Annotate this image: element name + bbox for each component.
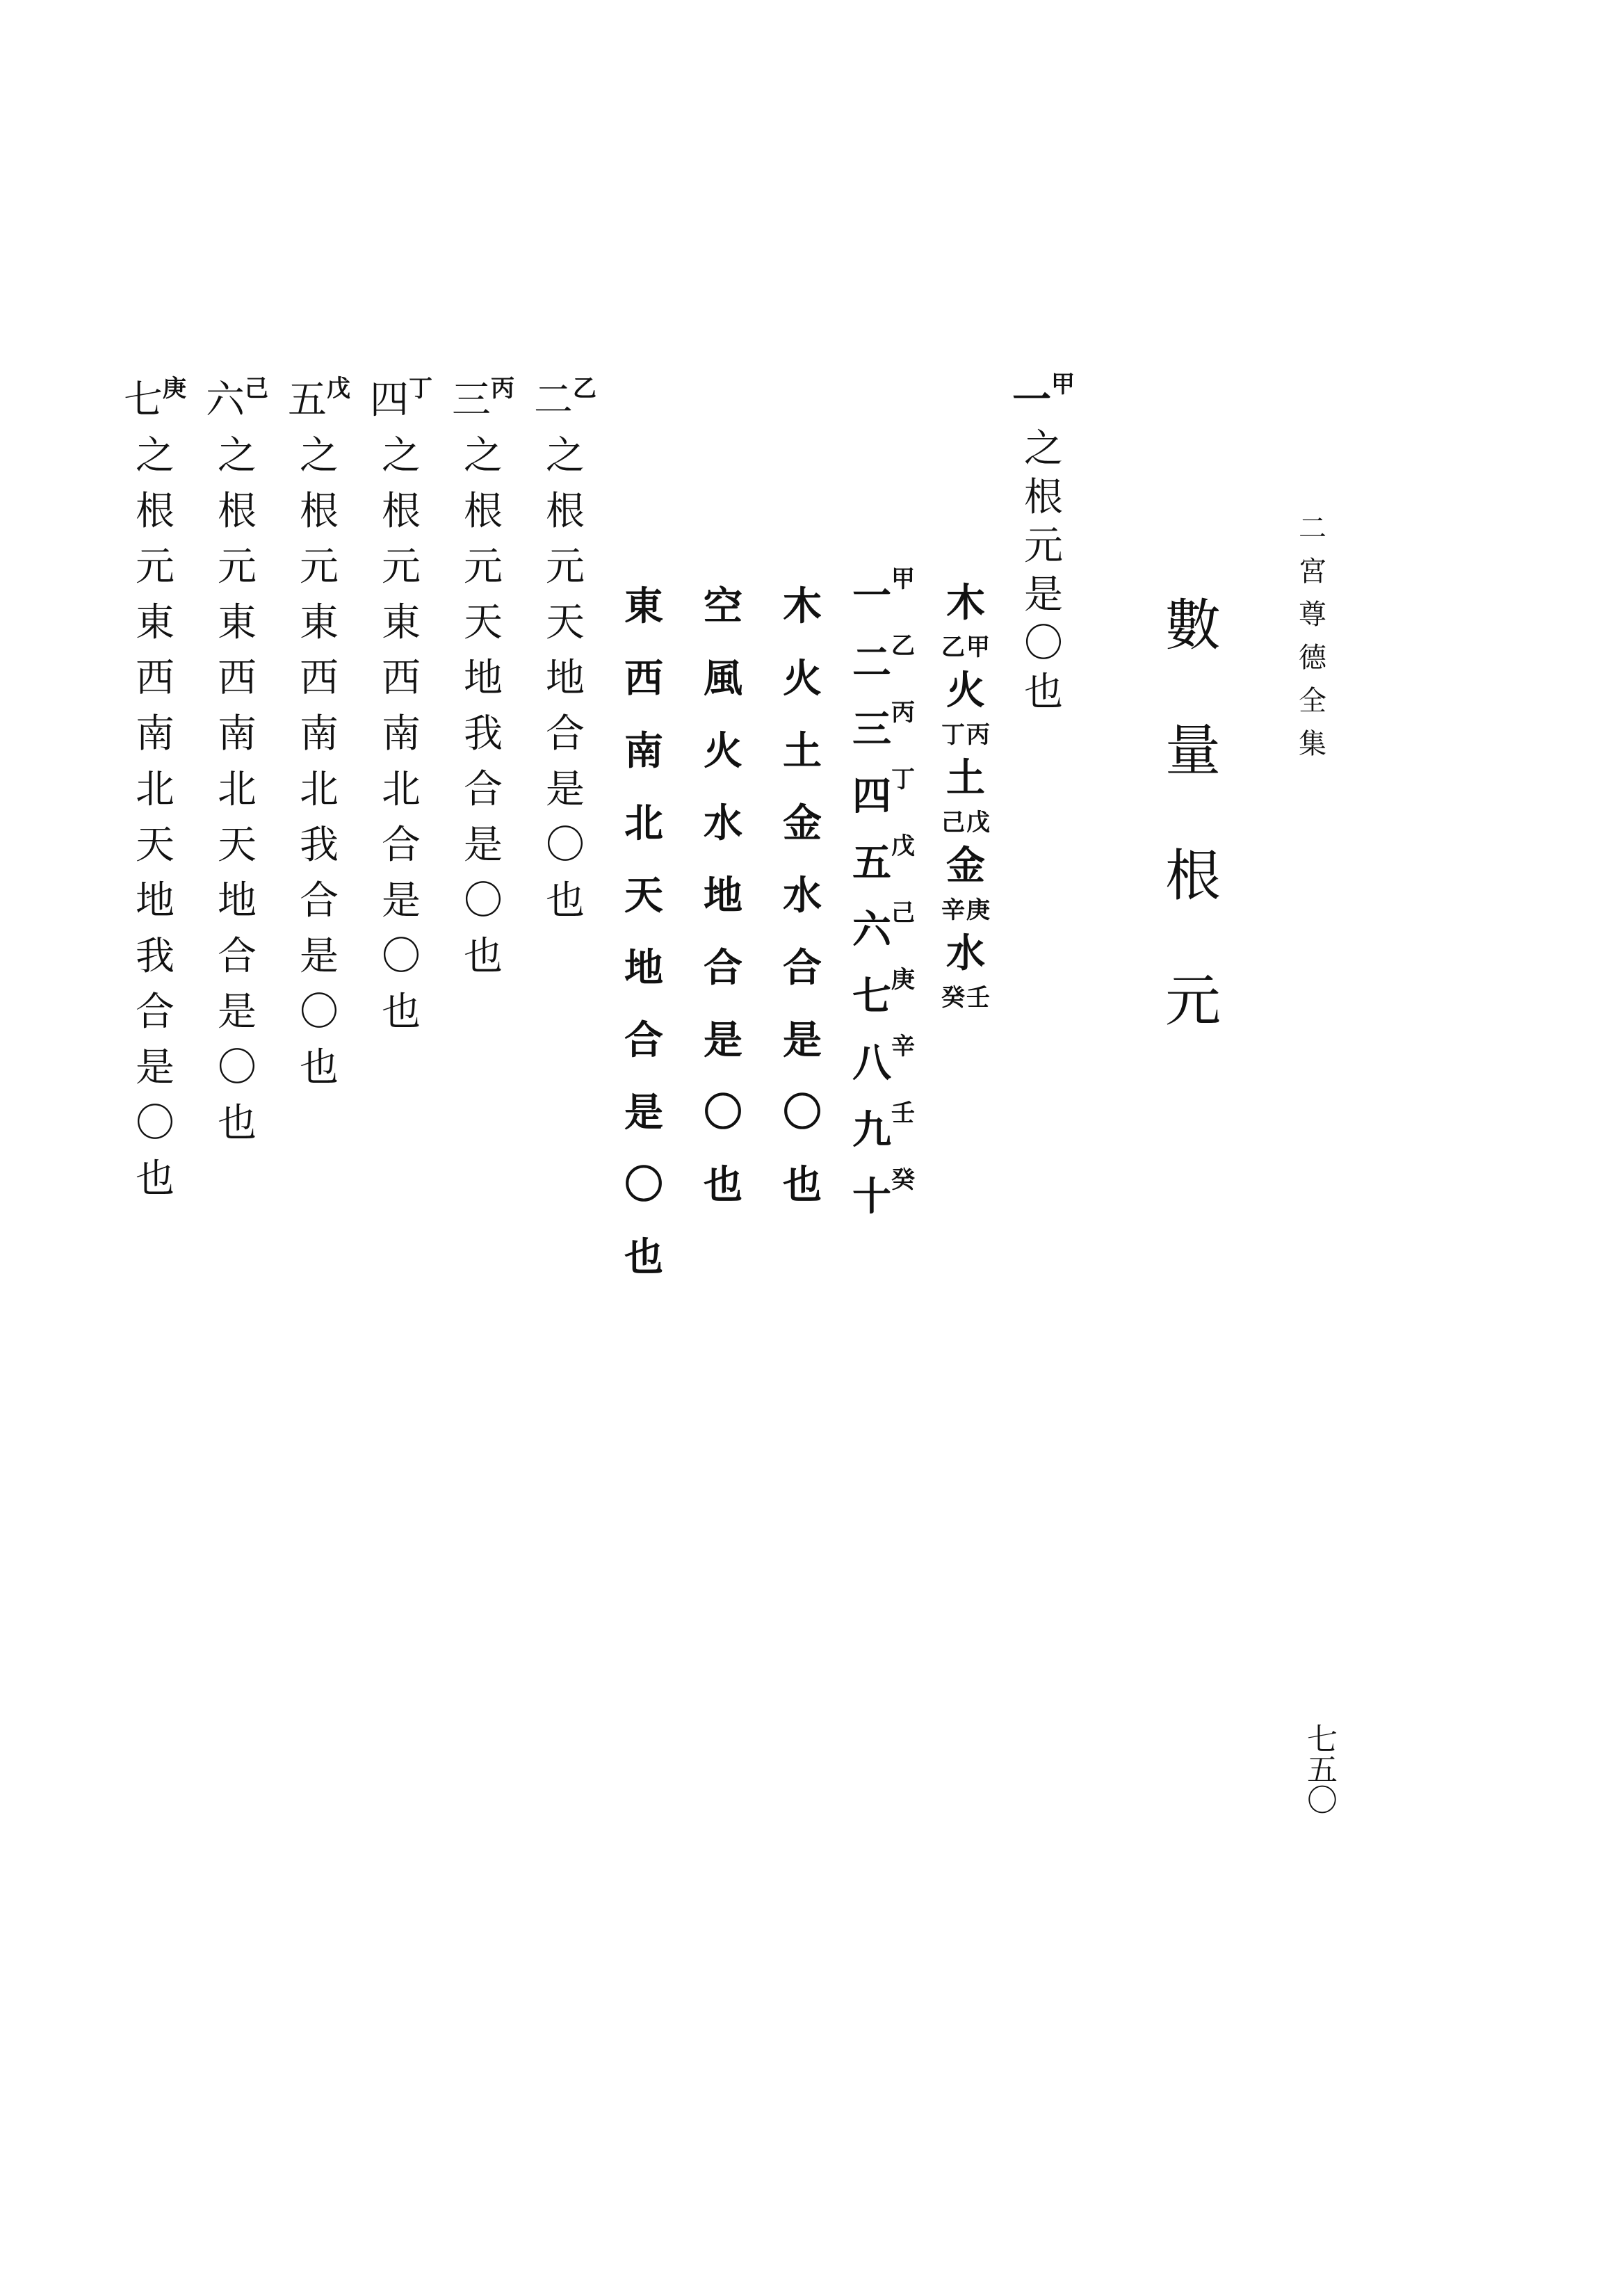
bold-char: 是: [704, 1018, 742, 1063]
entry-char: 天: [546, 600, 585, 645]
number-row: [852, 899, 915, 953]
number-row: [852, 832, 915, 886]
entry-head-char: 五: [288, 378, 327, 423]
entry-char: 元: [218, 544, 257, 590]
element-stems: [941, 723, 990, 747]
entry-head-char: 七: [124, 378, 163, 423]
bold-char: 火: [783, 656, 822, 702]
entry-char: 南: [218, 711, 257, 757]
entry-char: 合: [464, 767, 503, 812]
bold-char: 〇: [783, 1090, 822, 1136]
entry-char: 東: [382, 600, 421, 645]
stem-char: 乙: [941, 633, 965, 661]
entry-char: 是: [1024, 572, 1063, 618]
entry-char: 是: [546, 767, 585, 812]
entry-head-char: 六: [206, 378, 245, 423]
number-char: 四: [852, 774, 891, 819]
bold-column: [704, 584, 742, 1208]
entry-char: 根: [300, 489, 339, 534]
entry-head: [534, 375, 596, 423]
entry-char: 地: [136, 878, 174, 923]
bold-char: 地: [624, 946, 663, 991]
stem-char: 己: [941, 809, 965, 837]
stem-char: 戊: [891, 832, 915, 860]
entry-column: [534, 375, 596, 923]
number-char: 七: [852, 974, 891, 1019]
number-row: [852, 1099, 915, 1153]
bold-char: 木: [783, 584, 822, 629]
stem-char: 庚: [163, 375, 186, 403]
number-row: [852, 565, 915, 619]
stem-char: 甲: [1051, 371, 1075, 398]
entry-char: 也: [300, 1045, 339, 1090]
entry-char: 南: [382, 711, 421, 757]
stem-char: 丙: [966, 721, 990, 749]
entry-head: [206, 375, 268, 423]
header-char: 全: [1299, 685, 1326, 717]
bold-char: 〇: [624, 1163, 663, 1208]
entry-char: 南: [136, 711, 174, 757]
entry-char: 〇: [464, 878, 503, 923]
running-header: [1299, 515, 1326, 758]
entry-char: 根: [464, 489, 503, 534]
bold-char: 火: [704, 729, 742, 774]
entry-head: [288, 375, 350, 423]
entry-head-char: 三: [452, 378, 491, 423]
entry-char: 是: [218, 990, 257, 1035]
entry-char: 東: [300, 600, 339, 645]
entry-char: 天: [218, 823, 257, 868]
entry-char: 〇: [382, 934, 421, 979]
header-char: 尊: [1299, 599, 1326, 631]
entry-char: 西: [136, 656, 174, 701]
number-char: 六: [852, 907, 891, 953]
element-char: 水: [946, 931, 985, 976]
bold-char: 〇: [704, 1090, 742, 1136]
entry-char: 南: [300, 711, 339, 757]
entry-char: 也: [382, 990, 421, 1035]
entry-char: 是: [136, 1045, 174, 1090]
header-char: 集: [1299, 728, 1326, 760]
entry-char: 合: [546, 711, 585, 757]
bold-char: 金: [783, 801, 822, 846]
element-char: 土: [946, 756, 985, 801]
entry-column: [206, 375, 268, 1146]
element-stems: [941, 898, 990, 922]
entry-char: 之: [382, 433, 421, 478]
entry-char: 是: [382, 878, 421, 923]
entry-char: 東: [136, 600, 174, 645]
entry-head: [124, 375, 186, 423]
entry-char: 元: [300, 544, 339, 590]
entry-char: 之: [1024, 426, 1063, 471]
bold-char: 南: [624, 729, 663, 774]
header-char: 德: [1299, 642, 1326, 674]
bold-char: 也: [624, 1235, 663, 1280]
stem-char: 壬: [966, 984, 990, 1012]
stem-char: 甲: [891, 565, 915, 593]
bold-column: [624, 584, 663, 1280]
entry-column: [452, 375, 514, 979]
title-char: 量: [1165, 718, 1221, 783]
entry-char: 西: [300, 656, 339, 701]
entry-char: 合: [382, 823, 421, 868]
entry-char: 合: [136, 990, 174, 1035]
entry-char: 也: [464, 934, 503, 979]
stem-char: 辛: [941, 896, 965, 924]
entry-char: 東: [218, 600, 257, 645]
entry-char: 〇: [136, 1101, 174, 1146]
stem-char: 壬: [891, 1099, 915, 1127]
page-number-char: 〇: [1307, 1783, 1338, 1818]
stem-char: 丁: [941, 721, 965, 749]
entry-char: 元: [136, 544, 174, 590]
entry-char: 北: [136, 767, 174, 812]
entry-char: 之: [546, 433, 585, 478]
entry-char: 地: [546, 656, 585, 701]
bold-char: 是: [624, 1090, 663, 1136]
bold-char: 天: [624, 873, 663, 919]
stem-char: 戊: [327, 375, 350, 403]
entry-head-char: 四: [370, 378, 409, 423]
entry-char: 根: [1024, 475, 1063, 520]
entry-char: 元: [464, 544, 503, 590]
title-char: 數: [1165, 593, 1221, 658]
title-char: 根: [1165, 844, 1221, 908]
bold-char: 北: [624, 801, 663, 846]
entry-char: 合: [218, 934, 257, 979]
entry-char: 是: [300, 934, 339, 979]
stem-char: 丙: [491, 375, 514, 403]
bold-char: 也: [783, 1163, 822, 1208]
entry-char: 根: [136, 489, 174, 534]
entry-char: 地: [464, 656, 503, 701]
bold-char: 東: [624, 584, 663, 629]
entry-char: 之: [218, 433, 257, 478]
entry-head-char: 一: [1012, 378, 1051, 423]
entry-char: 合: [300, 878, 339, 923]
stem-char: 甲: [966, 633, 990, 661]
element-stems: [941, 809, 990, 837]
entry-char: 根: [218, 489, 257, 534]
page-number-char: 五: [1307, 1752, 1338, 1788]
number-char: 五: [852, 841, 891, 886]
number-char: 一: [852, 574, 891, 619]
entry-char: 之: [464, 433, 503, 478]
number-row: [852, 1166, 915, 1220]
header-char: 宮: [1299, 556, 1326, 588]
entry-char: 天: [136, 823, 174, 868]
stem-char: 癸: [891, 1166, 915, 1194]
number-char: 二: [852, 640, 891, 686]
elements-column: [941, 581, 990, 1012]
bold-char: 西: [624, 656, 663, 702]
stem-char: 辛: [891, 1033, 915, 1060]
entry-head: [452, 375, 514, 423]
entry-char: 之: [136, 433, 174, 478]
number-row: [852, 632, 915, 686]
stem-char: 庚: [891, 966, 915, 994]
entry-char: 天: [464, 600, 503, 645]
element-stems: [941, 986, 990, 1010]
entry-char: 根: [382, 489, 421, 534]
title-char: 元: [1165, 969, 1221, 1033]
number-char: 九: [852, 1108, 891, 1153]
bold-char: 風: [704, 656, 742, 702]
number-char: 八: [852, 1041, 891, 1086]
stem-char: 庚: [966, 896, 990, 924]
entry-one: [1012, 371, 1075, 715]
entry-char: 也: [218, 1101, 257, 1146]
entry-char: 〇: [546, 823, 585, 868]
entry-char: 也: [1024, 670, 1063, 715]
entry-column: [288, 375, 350, 1090]
entry-head: [370, 375, 432, 423]
entry-char: 地: [218, 878, 257, 923]
entry-char: 〇: [300, 990, 339, 1035]
element-stems: [941, 633, 990, 661]
bold-char: 合: [704, 946, 742, 991]
entry-char: 北: [218, 767, 257, 812]
entry-char: 〇: [218, 1045, 257, 1090]
number-char: 十: [852, 1175, 891, 1220]
header-char: 二: [1299, 513, 1326, 544]
number-row: [852, 966, 915, 1019]
stem-char: 乙: [573, 375, 596, 403]
entry-char: 之: [300, 433, 339, 478]
entry-char: 我: [300, 823, 339, 868]
number-char: 三: [852, 707, 891, 752]
entry-column: [370, 375, 432, 1035]
bold-char: 空: [704, 584, 742, 629]
entry-char: 北: [382, 767, 421, 812]
bold-column: [783, 584, 822, 1208]
bold-char: 地: [704, 873, 742, 919]
bold-char: 合: [624, 1018, 663, 1063]
entry-char: 西: [218, 656, 257, 701]
number-row: [852, 766, 915, 819]
number-row: [852, 1033, 915, 1086]
bold-char: 水: [704, 801, 742, 846]
bold-char: 水: [783, 873, 822, 919]
element-char: 木: [946, 581, 985, 626]
entry-char: 元: [546, 544, 585, 590]
stem-char: 戊: [966, 809, 990, 837]
element-char: 火: [946, 668, 985, 713]
page-title: [1165, 593, 1221, 1033]
bold-char: 是: [783, 1018, 822, 1063]
number-row: [852, 699, 915, 752]
entry-char: 我: [136, 934, 174, 979]
entry-char: 也: [136, 1156, 174, 1202]
stem-char: 己: [245, 375, 268, 403]
entry-char: 根: [546, 489, 585, 534]
entry-char: 是: [464, 823, 503, 868]
entry-char: 元: [382, 544, 421, 590]
stem-char: 丙: [891, 699, 915, 727]
stem-char: 乙: [891, 632, 915, 660]
bold-char: 合: [783, 946, 822, 991]
entry-char: 西: [382, 656, 421, 701]
entry-char: 我: [464, 711, 503, 757]
page-number-char: 七: [1307, 1722, 1338, 1757]
page-number: [1307, 1722, 1338, 1818]
stem-char: 丁: [891, 766, 915, 793]
entry-char: 〇: [1024, 621, 1063, 666]
bold-char: 土: [783, 729, 822, 774]
stem-char: 癸: [941, 984, 965, 1012]
entry-head-char: 二: [534, 378, 573, 423]
entry-char: 元: [1024, 524, 1063, 569]
numbers-column: [852, 565, 915, 1220]
entry-char: 北: [300, 767, 339, 812]
stem-char: 丁: [409, 375, 432, 403]
element-char: 金: [946, 844, 985, 889]
stem-char: 己: [891, 899, 915, 927]
bold-char: 也: [704, 1163, 742, 1208]
entry-head: [1012, 371, 1075, 423]
entry-column: [124, 375, 186, 1202]
entry-char: 也: [546, 878, 585, 923]
